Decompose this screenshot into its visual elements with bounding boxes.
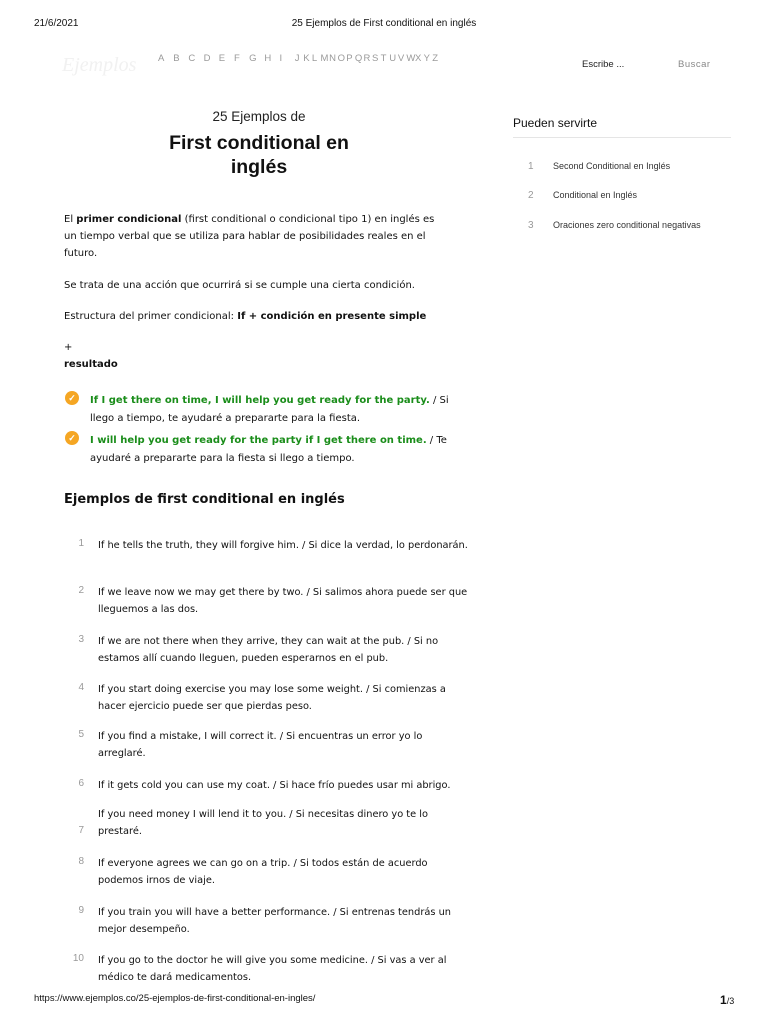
structure-plus: + bbox=[64, 342, 73, 353]
tip-example: I will help you get ready for the party if I get there on time. / Te ayudaré a prepararte para la fiesta si llego a tiempo. bbox=[90, 435, 447, 464]
list-item: If everyone agrees we can go on a trip. / Si todos están de acuerdo podemos irnos de viaje. bbox=[98, 858, 428, 886]
alphabet-letter-w[interactable]: W bbox=[406, 53, 416, 64]
alphabet-letter-x[interactable]: X bbox=[415, 53, 422, 64]
sidebar-link-second-conditional[interactable]: Second Conditional en Inglés bbox=[553, 161, 671, 171]
alphabet-letter-u[interactable]: U bbox=[389, 53, 397, 64]
sidebar-number: 1 bbox=[528, 161, 534, 172]
alphabet-letter-e[interactable]: E bbox=[218, 53, 226, 64]
sidebar-link-zero-conditional[interactable]: Oraciones zero conditional negativas bbox=[553, 220, 701, 230]
list-item: If you need money I will lend it to you. / Si necesitas dinero yo te lo prestaré. bbox=[98, 809, 429, 837]
list-number: 9 bbox=[78, 905, 84, 916]
article-headline: First conditional en inglés bbox=[169, 132, 349, 178]
list-item: If he tells the truth, they will forgive him. / Si dice la verdad, lo perdonarán. bbox=[98, 540, 468, 551]
alphabet-letter-l[interactable]: L bbox=[311, 53, 318, 64]
sidebar-divider bbox=[513, 137, 731, 138]
alphabet-letter-m[interactable]: M bbox=[320, 53, 329, 64]
list-number: 7 bbox=[78, 825, 84, 836]
search-input[interactable] bbox=[580, 57, 670, 72]
sidebar-number: 3 bbox=[528, 220, 534, 231]
structure-paragraph: Estructura del primer condicional: If + condición en presente simple bbox=[64, 311, 427, 322]
alphabet-letter-j[interactable]: J bbox=[294, 53, 300, 64]
sidebar-heading: Pueden servirte bbox=[513, 116, 598, 130]
check-circle-icon: ✓ bbox=[65, 431, 79, 445]
intro-paragraph: El primer condicional (first conditional o condicional tipo 1) en inglés es un tiempo verbal que se utiliza para hablar de posibilidades reales en el futuro. bbox=[64, 214, 435, 259]
alphabet-letter-b[interactable]: B bbox=[173, 53, 180, 64]
sidebar-link-conditional[interactable]: Conditional en Inglés bbox=[553, 190, 638, 200]
site-logo[interactable]: Ejemplos bbox=[62, 54, 137, 76]
list-number: 8 bbox=[78, 856, 84, 867]
alphabet-letter-p[interactable]: P bbox=[346, 53, 353, 64]
list-number: 2 bbox=[78, 585, 84, 596]
alphabet-letter-v[interactable]: V bbox=[397, 53, 405, 64]
alphabet-letter-f[interactable]: F bbox=[233, 53, 240, 64]
list-number: 5 bbox=[78, 729, 84, 740]
list-item: If we leave now we may get there by two. / Si salimos ahora puede ser que lleguemos a las dos. bbox=[98, 587, 468, 615]
alphabet-letter-n[interactable]: N bbox=[329, 53, 336, 64]
list-number: 1 bbox=[78, 538, 84, 549]
list-number: 6 bbox=[78, 778, 84, 789]
alphabet-letter-t[interactable]: T bbox=[380, 53, 387, 64]
list-number: 4 bbox=[78, 682, 84, 693]
alphabet-letter-o[interactable]: O bbox=[337, 53, 346, 64]
print-title: 25 Ejemplos de First conditional en inglés bbox=[291, 18, 477, 29]
tip-example: If I get there on time, I will help you get ready for the party. / Si llego a tiempo, te ayudaré a prepararte para la fiesta. bbox=[90, 395, 449, 424]
alphabet-letter-g[interactable]: G bbox=[249, 53, 257, 64]
alphabet-nav bbox=[158, 53, 441, 64]
alphabet-letter-c[interactable]: C bbox=[188, 53, 196, 64]
search-button[interactable]: Buscar bbox=[678, 59, 711, 70]
list-item: If we are not there when they arrive, they can wait at the pub. / Si no estamos allí cuando lleguen, pueden esperarnos en el pub. bbox=[98, 636, 439, 664]
alphabet-letter-r[interactable]: R bbox=[363, 53, 371, 64]
check-circle-icon: ✓ bbox=[65, 391, 79, 405]
alphabet-letter-i[interactable]: I bbox=[279, 53, 283, 64]
alphabet-letter-z[interactable]: Z bbox=[432, 53, 438, 64]
list-item: If you train you will have a better performance. / Si entrenas tendrás un mejor desempeño. bbox=[98, 907, 452, 935]
alphabet-letter-q[interactable]: Q bbox=[354, 53, 363, 64]
list-number: 10 bbox=[72, 953, 84, 964]
alphabet-letter-h[interactable]: H bbox=[264, 53, 272, 64]
list-item: If you start doing exercise you may lose some weight. / Si comienzas a hacer ejercicio puede ser que pierdas peso. bbox=[98, 684, 446, 712]
structure-result: resultado bbox=[64, 359, 118, 370]
article-kicker: 25 Ejemplos de bbox=[212, 109, 306, 124]
condition-paragraph: Se trata de una acción que ocurrirá si se cumple una cierta condición. bbox=[64, 280, 415, 291]
list-item: If it gets cold you can use my coat. / Si hace frío puedes usar mi abrigo. bbox=[98, 780, 451, 791]
alphabet-letter-y[interactable]: Y bbox=[423, 53, 430, 64]
print-url: https://www.ejemplos.co/25-ejemplos-de-first-conditional-en-ingles/ bbox=[34, 993, 316, 1004]
print-date: 21/6/2021 bbox=[34, 18, 79, 29]
alphabet-letter-k[interactable]: K bbox=[303, 53, 310, 64]
page-number: 1/3 bbox=[720, 993, 735, 1007]
list-number: 3 bbox=[78, 634, 84, 645]
examples-heading: Ejemplos de first conditional en inglés bbox=[64, 492, 345, 507]
alphabet-letter-d[interactable]: D bbox=[203, 53, 211, 64]
list-item: If you go to the doctor he will give you some medicine. / Si vas a ver al médico te dará medicamentos. bbox=[98, 955, 447, 983]
sidebar-number: 2 bbox=[528, 190, 534, 201]
list-item: If you find a mistake, I will correct it. / Si encuentras un error yo lo arreglaré. bbox=[98, 731, 423, 759]
alphabet-letter-a[interactable]: A bbox=[158, 53, 165, 64]
alphabet-letter-s[interactable]: S bbox=[372, 53, 379, 64]
